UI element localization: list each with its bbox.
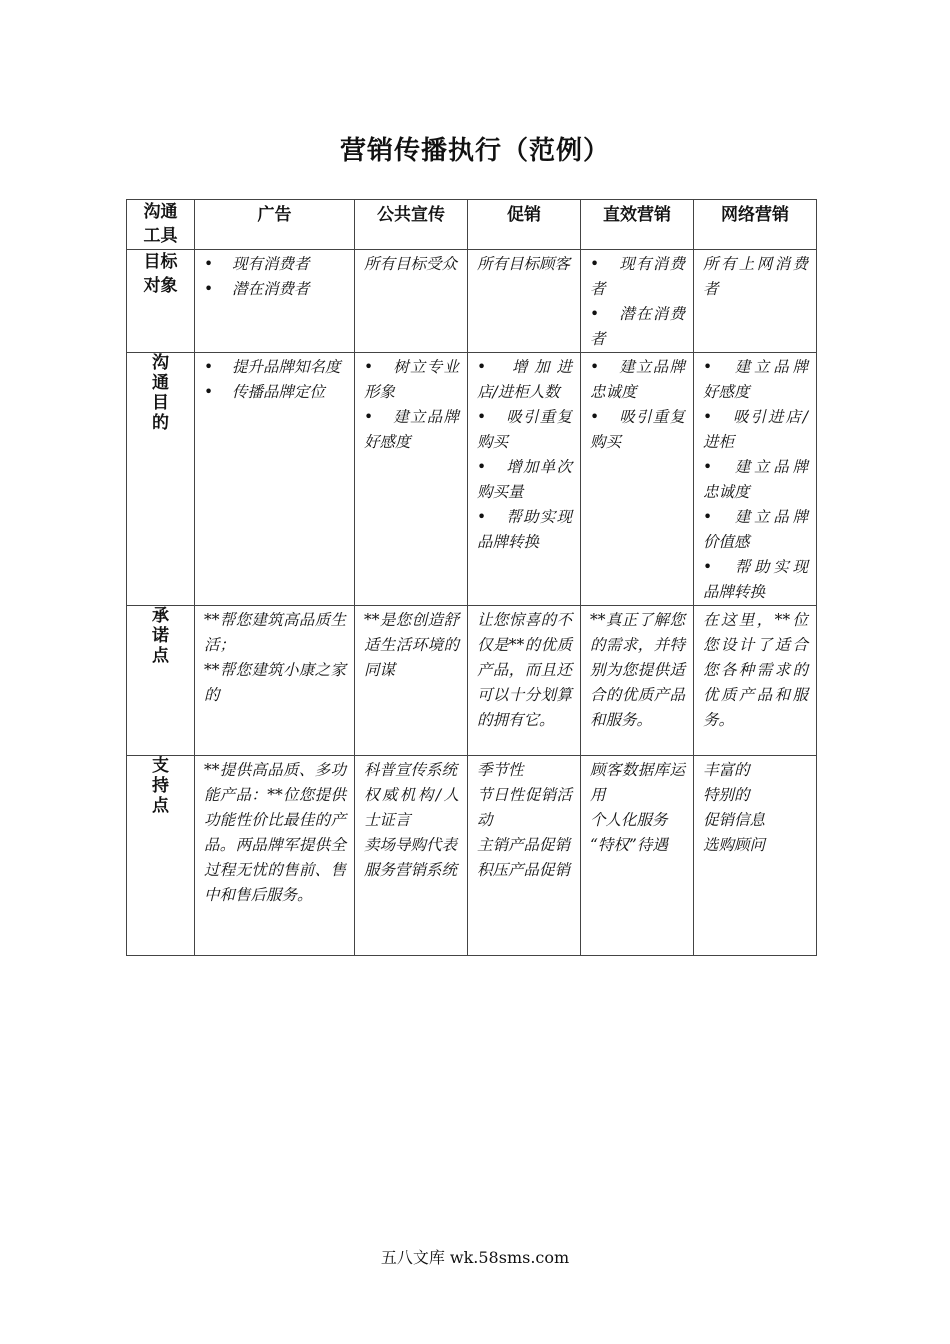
cell-line: **帮您建筑高品质生活； [204,611,346,654]
list-item [703,455,808,505]
bullet-list [703,355,808,605]
list-item [477,455,572,505]
marketing-communication-table [126,199,817,956]
bullet-icon: • [477,508,487,526]
cell-content [355,250,467,277]
list-item-text: 吸引进店/进柜 [703,408,808,451]
cell-content [468,756,580,883]
row-header-promise-point [127,606,195,756]
bullet-icon: • [590,358,600,376]
cell-content [355,756,467,883]
page-title: 营销传播执行（范例） [339,136,610,166]
list-item [204,252,346,277]
list-item [204,380,346,405]
cell-content [355,606,467,683]
cell-text: **是您创造舒适生活环境的同谋 [364,611,459,679]
row-header-target-audience [127,250,195,353]
cell-target-audience-promotion [468,250,581,353]
column-header-promotion: 促销 [468,200,581,250]
cell-content [195,353,354,405]
list-item [703,505,808,555]
cell-content [581,606,693,733]
cell-line: 特别的 [703,786,750,804]
table-row-promise-point [127,606,817,756]
header-row [127,200,817,250]
list-item-text: 建立品牌忠诚度 [703,458,808,501]
cell-communication-goal-direct-marketing [581,353,694,606]
cell-communication-goal-advertising [195,353,355,606]
bullet-list [590,355,685,455]
cell-line: 科普宣传系统 [364,761,458,779]
cell-line: 顾客数据库运用 [590,761,685,804]
bullet-list [204,252,346,302]
row-header-label: 沟通目的 [152,353,169,433]
cell-text: 所有目标顾客 [477,255,571,273]
list-item [703,405,808,455]
bullet-icon: • [477,358,487,376]
cell-promise-point-online-marketing [694,606,817,756]
cell-text: 在这里，**位您设计了适合您各种需求的优质产品和服务。 [703,611,808,729]
list-item-text: 建立品牌好感度 [364,408,459,451]
cell-target-audience-advertising [195,250,355,353]
list-item-text: 吸引重复购买 [477,408,572,451]
list-item [204,355,346,380]
list-item [590,302,685,352]
bullet-icon: • [703,558,713,576]
cell-target-audience-direct-marketing [581,250,694,353]
bullet-icon: • [703,358,713,376]
bullet-icon: • [204,358,214,376]
cell-text: 让您惊喜的不仅是**的优质产品，而且还可以十分划算的拥有它。 [477,611,572,729]
cell-content [195,606,354,708]
cell-support-point-promotion [468,756,581,956]
cell-target-audience-public-relations [355,250,468,353]
bullet-list [477,355,572,555]
cell-content [694,606,816,733]
table-row-support-point [127,756,817,956]
cell-content [195,250,354,302]
list-item-text: 增加进店/进柜人数 [477,358,572,401]
cell-line: 丰富的 [703,761,750,779]
footer-watermark: 五八文库 wk.58sms.com [380,1248,570,1267]
cell-line: 季节性 [477,761,524,779]
column-header-direct-marketing: 直效营销 [581,200,694,250]
bullet-list [590,252,685,352]
cell-support-point-public-relations [355,756,468,956]
list-item-text: 建立品牌忠诚度 [590,358,685,401]
cell-content [581,353,693,455]
list-item [477,355,572,405]
column-header-online-marketing: 网络营销 [694,200,817,250]
list-item-text: 树立专业形象 [364,358,459,401]
cell-content [468,353,580,555]
list-item-text: 建立品牌好感度 [703,358,808,401]
cell-content [355,353,467,455]
row-header-label: 支持点 [152,756,169,816]
bullet-icon: • [477,408,487,426]
bullet-list [364,355,459,455]
column-header-public-relations: 公共宣传 [355,200,468,250]
cell-line: 促销信息 [703,811,766,829]
cell-line: “特权”待遇 [590,836,668,854]
cell-text: **提供高品质、多功能产品：**位您提供功能性价比最佳的产品。两品牌军提供全过程无忧的售前、售中和售后服务。 [204,761,346,904]
cell-communication-goal-promotion [468,353,581,606]
list-item-text: 帮助实现品牌转换 [477,508,572,551]
bullet-list [204,355,346,405]
column-header-advertising: 广告 [195,200,355,250]
cell-support-point-advertising [195,756,355,956]
bullet-icon: • [204,383,214,401]
bullet-icon: • [590,255,600,273]
cell-line: 节日性促销活动 [477,786,572,829]
cell-line: 服务营销系统 [364,861,458,879]
bullet-icon: • [590,305,600,323]
cell-content [468,250,580,277]
cell-line: 权威机构/人士证言 [364,786,459,829]
bullet-icon: • [364,358,374,376]
row-header-label: 目标对象 [143,252,178,296]
row-header-communication-goal [127,353,195,606]
bullet-icon: • [477,458,487,476]
cell-text: 所有上网消费者 [703,255,808,298]
list-item-text: 现有消费者 [232,255,310,273]
row-header-label: 承诺点 [152,606,169,666]
bullet-icon: • [204,280,214,298]
list-item [364,405,459,455]
list-item [590,355,685,405]
bullet-icon: • [703,508,713,526]
list-item-text: 提升品牌知名度 [232,358,341,376]
bullet-icon: • [703,408,713,426]
bullet-icon: • [364,408,374,426]
cell-line: 卖场导购代表 [364,836,458,854]
cell-line: 主销产品促销 [477,836,571,854]
cell-promise-point-direct-marketing [581,606,694,756]
list-item-text: 传播品牌定位 [232,383,326,401]
list-item-text: 现有消费者 [590,255,685,298]
list-item-text: 吸引重复购买 [590,408,685,451]
cell-content [581,756,693,858]
cell-line: 选购顾问 [703,836,766,854]
list-item-text: 潜在消费者 [590,305,685,348]
list-item [703,355,808,405]
cell-promise-point-public-relations [355,606,468,756]
list-item [477,505,572,555]
list-item-text: 潜在消费者 [232,280,310,298]
cell-support-point-online-marketing [694,756,817,956]
list-item-text: 帮助实现品牌转换 [703,558,808,601]
list-item [204,277,346,302]
bullet-icon: • [590,408,600,426]
bullet-icon: • [204,255,214,273]
cell-text: **真正了解您的需求，并特别为您提供适合的优质产品和服务。 [590,611,685,729]
list-item [590,405,685,455]
cell-line: 积压产品促销 [477,861,571,879]
list-item [703,555,808,605]
cell-content [694,756,816,858]
cell-support-point-direct-marketing [581,756,694,956]
cell-communication-goal-public-relations [355,353,468,606]
list-item-text: 增加单次购买量 [477,458,572,501]
cell-line: **帮您建筑小康之家的 [204,661,346,704]
list-item [477,405,572,455]
list-item [590,252,685,302]
bullet-icon: • [703,458,713,476]
row-header-support-point [127,756,195,956]
cell-content [694,353,816,605]
cell-content [694,250,816,302]
cell-content [468,606,580,733]
cell-content [195,756,354,908]
table-row-target-audience [127,250,817,353]
table-row-communication-goal [127,353,817,606]
cell-line: 个人化服务 [590,811,668,829]
cell-promise-point-advertising [195,606,355,756]
cell-text: 所有目标受众 [364,255,458,273]
cell-promise-point-promotion [468,606,581,756]
list-item [364,355,459,405]
corner-header: 沟通工具 [127,200,195,250]
cell-target-audience-online-marketing [694,250,817,353]
cell-communication-goal-online-marketing [694,353,817,606]
list-item-text: 建立品牌价值感 [703,508,808,551]
cell-content [581,250,693,352]
